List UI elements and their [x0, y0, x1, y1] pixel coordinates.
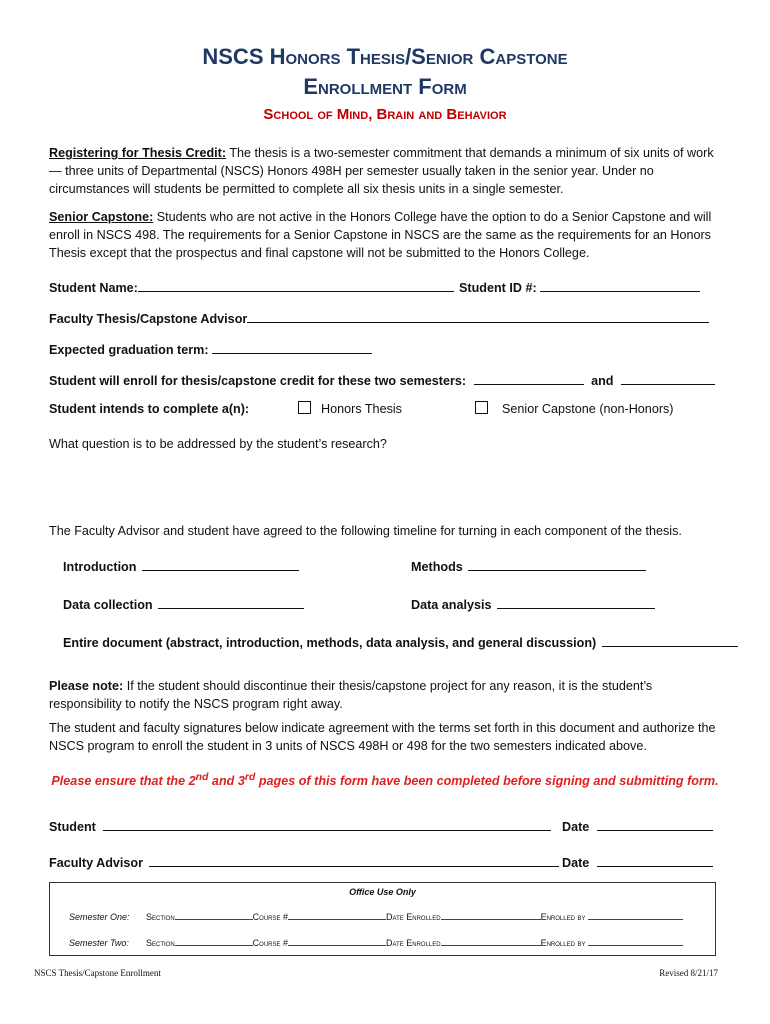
sem1-course-field[interactable] — [288, 910, 386, 920]
grad-term-label: Expected graduation term: — [49, 343, 209, 357]
footer-left: NSCS Thesis/Capstone Enrollment — [34, 968, 161, 978]
senior-capstone-paragraph — [49, 208, 719, 262]
introduction-label: Introduction — [63, 560, 137, 574]
student-signature-field[interactable] — [103, 818, 551, 831]
sem2-enrolled-by-field[interactable] — [588, 936, 683, 946]
date-enrolled-label: Date Enrolled — [386, 938, 441, 948]
advisor-label: Faculty Thesis/Capstone Advisor — [49, 312, 248, 326]
semester-one-label: Semester One: — [69, 912, 130, 922]
thesis-credit-paragraph — [49, 144, 719, 198]
introduction-row — [63, 558, 299, 574]
please-note-paragraph — [49, 677, 719, 713]
agreement-paragraph: The student and faculty signatures below indicate agreement with the terms set forth in this document and authorize the NSCS program to enroll the student in 3 units of NSCS 498H or 498 for the two semesters indicated above. — [49, 721, 716, 753]
student-name-label: Student Name: — [49, 281, 138, 295]
grad-term-row — [49, 341, 372, 357]
enrolled-by-label: Enrolled by — [540, 938, 586, 948]
entire-document-field[interactable] — [602, 634, 738, 647]
course-label: Course # — [252, 938, 289, 948]
sem1-enrolled-by-field[interactable] — [588, 910, 683, 920]
semester-two-label: Semester Two: — [69, 938, 129, 948]
thesis-credit-label: Registering for Thesis Credit: — [49, 146, 227, 160]
please-note-text: If the student should discontinue their thesis/capstone project for any reason, it is the student’s responsibility to notify the NSCS program right away. — [49, 679, 653, 711]
data-analysis-label: Data analysis — [411, 598, 492, 612]
senior-capstone-checkbox[interactable] — [475, 401, 488, 414]
methods-field[interactable] — [468, 558, 646, 571]
warning-sup-rd: rd — [244, 771, 256, 783]
advisor-signature-row — [49, 854, 559, 870]
semester-two-field[interactable] — [621, 372, 715, 385]
page-subtitle: School of Mind, Brain and Behavior — [263, 106, 507, 123]
timeline-intro: The Faculty Advisor and student have agreed to the following timeline for turning in each component of the thesis. — [49, 524, 682, 538]
methods-row — [411, 558, 646, 574]
enrolled-by-label: Enrolled by — [540, 912, 586, 922]
senior-capstone-label: Senior Capstone: — [49, 210, 154, 224]
advisor-row — [49, 310, 709, 326]
sem2-section-field[interactable] — [175, 936, 253, 946]
page-title-line2: Enrollment Form — [303, 74, 467, 99]
senior-capstone-label: Senior Capstone (non-Honors) — [502, 402, 674, 416]
grad-term-field[interactable] — [212, 341, 372, 354]
research-question-label: What question is to be addressed by the student’s research? — [49, 437, 387, 451]
section-label: Section — [146, 938, 175, 948]
student-signature-row — [49, 818, 551, 834]
semester-one-row — [69, 910, 683, 922]
advisor-date-field[interactable] — [597, 854, 713, 867]
data-collection-label: Data collection — [63, 598, 153, 612]
warning-sup-nd: nd — [195, 771, 209, 783]
methods-label: Methods — [411, 560, 463, 574]
course-label: Course # — [252, 912, 289, 922]
advisor-signature-field[interactable] — [149, 854, 559, 867]
and-label: and — [591, 374, 614, 388]
student-date-field[interactable] — [597, 818, 713, 831]
student-date-row — [562, 818, 713, 834]
student-signature-label: Student — [49, 820, 96, 834]
footer-right: Revised 8/21/17 — [659, 968, 718, 978]
semester-two-row — [69, 936, 683, 948]
section-label: Section — [146, 912, 175, 922]
sem2-course-field[interactable] — [288, 936, 386, 946]
sem2-date-field[interactable] — [441, 936, 541, 946]
sem1-date-field[interactable] — [441, 910, 541, 920]
semesters-label: Student will enroll for thesis/capstone credit for these two semesters: — [49, 374, 467, 388]
data-analysis-field[interactable] — [497, 596, 655, 609]
introduction-field[interactable] — [142, 558, 299, 571]
intends-label: Student intends to complete a(n): — [49, 402, 250, 416]
thesis-credit-text: The thesis is a two-semester commitment that demands a minimum of six units of work — three units of Departmental (NSCS) Honors 498H per semester usually taken in the senior year. Under no circumstances will students be permitted to complete all six thesis units in a single semester. — [49, 146, 714, 196]
entire-document-label: Entire document (abstract, introduction, methods, data analysis, and general discussion) — [63, 636, 597, 650]
semester-one-field[interactable] — [474, 372, 584, 385]
student-id-row — [459, 279, 700, 295]
please-note-label: Please note: — [49, 679, 124, 693]
warning-text-a: Please ensure that the 2 — [51, 774, 196, 789]
research-question-field[interactable] — [49, 456, 719, 516]
student-date-label: Date — [562, 820, 590, 834]
warning-text-b: and 3 — [208, 774, 245, 789]
sem1-section-field[interactable] — [175, 910, 253, 920]
honors-thesis-checkbox[interactable] — [298, 401, 311, 414]
advisor-field[interactable] — [247, 310, 709, 323]
office-use-title: Office Use Only — [349, 887, 416, 897]
student-name-row — [49, 279, 454, 295]
warning-text-c: pages of this form have been completed before signing and submitting form. — [255, 774, 719, 789]
student-id-label: Student ID #: — [459, 281, 537, 295]
semesters-row — [49, 372, 715, 388]
date-enrolled-label: Date Enrolled — [386, 912, 441, 922]
data-collection-field[interactable] — [158, 596, 304, 609]
page-title: NSCS Honors Thesis/Senior Capstone — [202, 44, 568, 69]
advisor-date-row — [562, 854, 713, 870]
honors-thesis-label: Honors Thesis — [321, 402, 402, 416]
student-name-field[interactable] — [138, 279, 454, 292]
senior-capstone-text: Students who are not active in the Honors College have the option to do a Senior Capstone and will enroll in NSCS 498. The requirements for a Senior Capstone in NSCS are the same as the requirements for an Honors Thesis except that the prospectus and final capstone will not be submitted to the Honors College. — [49, 210, 712, 260]
data-analysis-row — [411, 596, 655, 612]
entire-document-row — [63, 634, 738, 650]
advisor-signature-label: Faculty Advisor — [49, 856, 144, 870]
office-use-box — [49, 882, 716, 956]
advisor-date-label: Date — [562, 856, 590, 870]
completion-warning — [0, 771, 770, 788]
data-collection-row — [63, 596, 304, 612]
student-id-field[interactable] — [540, 279, 700, 292]
